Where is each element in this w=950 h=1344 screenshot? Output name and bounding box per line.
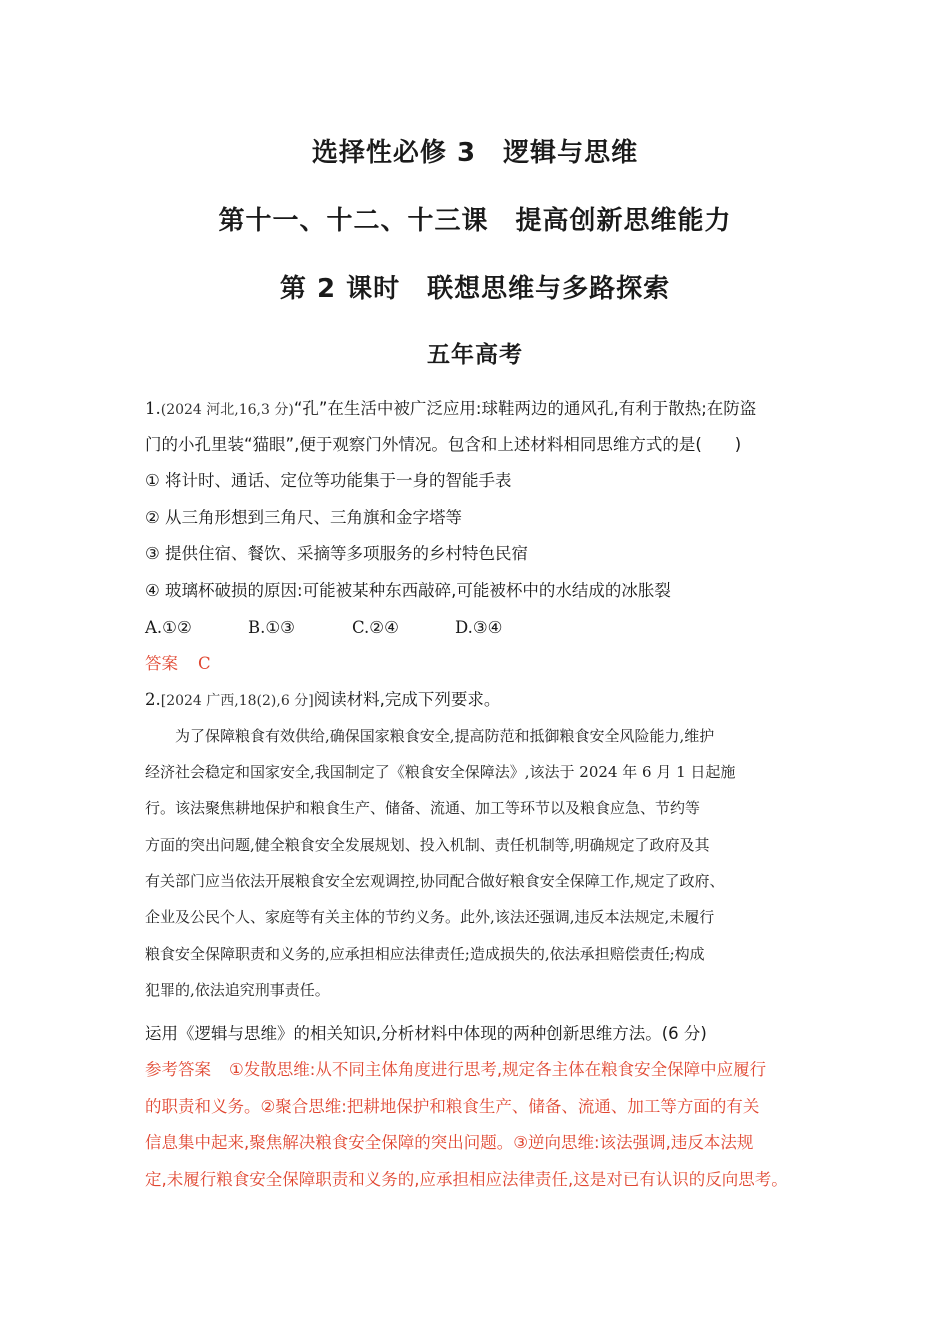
q1-options: [145, 617, 825, 639]
q2-answer-line1: [145, 1059, 825, 1081]
q2-material-line5: 有关部门应当依法开展粮食安全宏观调控,协同配合做好粮食安全保障工作,规定了政府、: [145, 872, 725, 890]
q1-stem-line2: 门的小孔里装“猫眼”,便于观察门外情况。包含和上述材料相同思维方式的是( ): [145, 435, 742, 454]
q2-material-line3: 行。该法聚焦耕地保护和粮食生产、储备、流通、加工等环节以及粮食应急、节约等: [145, 799, 701, 817]
q1-answer: [145, 653, 825, 675]
q1-option-a: A.①②: [145, 618, 192, 637]
q2-material-line7: 粮食安全保障职责和义务的,应承担相应法律责任;造成损失的,依法承担赔偿责任;构成: [145, 945, 705, 963]
q1-item-2: ② 从三角形想到三角尺、三角旗和金字塔等: [145, 508, 463, 527]
q1-number: 1.: [145, 399, 161, 418]
lesson-title: 第 2 课时 联想思维与多路探索: [279, 274, 671, 304]
q2-prompt: 阅读材料,完成下列要求。: [313, 690, 501, 709]
q1-item-4: ④ 玻璃杯破损的原因:可能被某种东西敲碎,可能被杯中的水结成的冰胀裂: [145, 581, 671, 600]
q1-option-b: B.①③: [248, 618, 295, 637]
q1-item-3: ③ 提供住宿、餐饮、采摘等多项服务的乡村特色民宿: [145, 544, 529, 563]
q1-option-c: C.②④: [352, 618, 399, 637]
q2-answer-line2: 的职责和义务。②聚合思维:把耕地保护和粮食生产、储备、流通、加工等方面的有关: [145, 1097, 760, 1116]
q2-answer-text1: ①发散思维:从不同主体角度进行思考,规定各主体在粮食安全保障中应履行: [229, 1060, 767, 1079]
q1-option-d: D.③④: [455, 618, 503, 637]
q1-line1: [145, 398, 825, 421]
section-title: 五年高考: [427, 342, 523, 368]
q2-answer-line3: 信息集中起来,聚焦解决粮食安全保障的突出问题。③逆向思维:该法强调,违反本法规: [145, 1133, 754, 1152]
book-title: 选择性必修 3 逻辑与思维: [311, 138, 639, 168]
q2-number: 2.: [145, 690, 161, 709]
q2-answer-line4: 定,未履行粮食安全保障职责和义务的,应承担相应法律责任,这是对已有认识的反向思考。: [145, 1170, 788, 1189]
q2-material-line1: 为了保障粮食有效供给,确保国家粮食安全,提高防范和抵御粮食安全风险能力,维护: [145, 727, 715, 745]
q2-task: 运用《逻辑与思维》的相关知识,分析材料中体现的两种创新思维方法。(6 分): [145, 1024, 707, 1043]
unit-title: 第十一、十二、十三课 提高创新思维能力: [218, 206, 732, 236]
q1-answer-label: 答案: [145, 654, 178, 673]
q2-material-line6: 企业及公民个人、家庭等有关主体的节约义务。此外,该法还强调,违反本法规定,未履行: [145, 908, 715, 926]
q1-source: (2024 河北,16,3 分): [160, 402, 294, 418]
q1-stem-line1: “孔”在生活中被广泛应用:球鞋两边的通风孔,有利于散热;在防盗: [293, 399, 757, 418]
q2-source: [2024 广西,18(2),6 分]: [160, 693, 314, 709]
q2-material-line2: 经济社会稳定和国家安全,我国制定了《粮食安全保障法》,该法于 2024 年 6 月 1 日起施: [145, 763, 736, 781]
q2-material-line8: 犯罪的,依法追究刑事责任。: [145, 981, 330, 999]
q1-answer-value: C: [198, 654, 211, 673]
q2-answer-label: 参考答案: [145, 1060, 211, 1079]
q2-material-line4: 方面的突出问题,健全粮食安全发展规划、投入机制、责任机制等,明确规定了政府及其: [145, 836, 710, 854]
q1-item-1: ① 将计时、通话、定位等功能集于一身的智能手表: [145, 471, 512, 490]
q2-header: [145, 689, 825, 712]
